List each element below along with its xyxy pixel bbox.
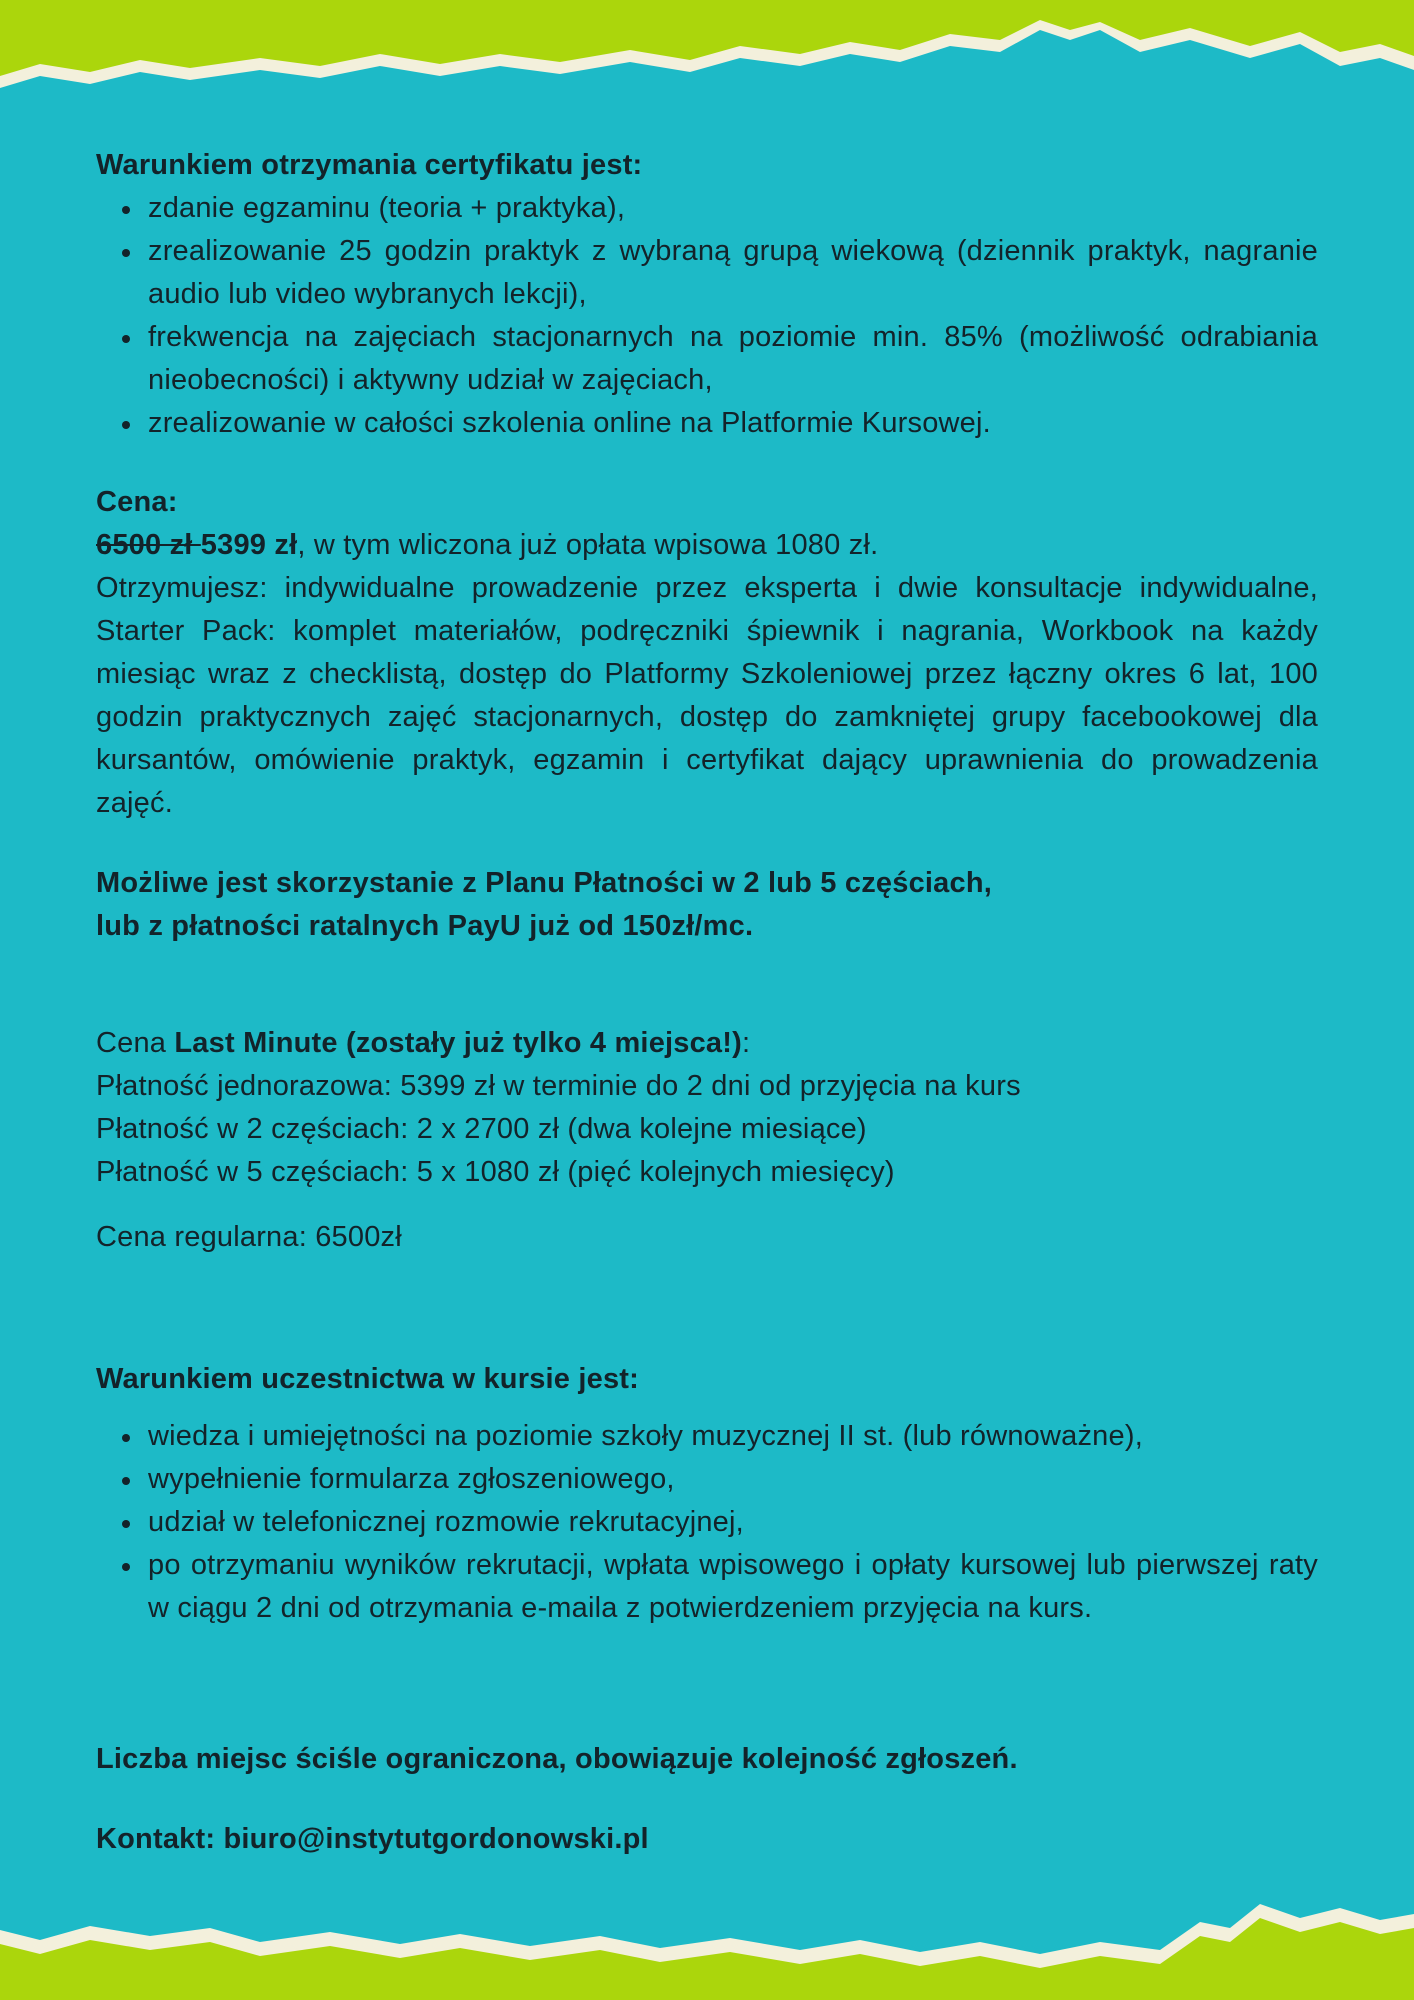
last-minute-title [96,1022,1318,1065]
old-price: 6500 zł [96,529,201,561]
last-minute-section [96,1022,1318,1259]
certificate-heading: Warunkiem otrzymania certyfikatu jest: [96,149,643,181]
last-minute-suffix: : [741,1027,751,1059]
torn-paper-bottom-edge [0,1870,1414,2000]
list-item: po otrzymaniu wyników rekrutacji, wpłata wpisowego i opłaty kursowej lub pierwszej raty w ciągu 2 dni od otrzymania e-maila z potwierdzeniem przyjęcia na kurs. [148,1544,1318,1630]
list-item: frekwencja na zajęciach stacjonarnych na poziomie min. 85% (możliwość odrabiania nieobecności) i aktywny udział w zajęciach, [148,316,1318,402]
list-item: zrealizowanie w całości szkolenia online na Platformie Kursowej. [148,402,1318,445]
price-note: , w tym wliczona już opłata wpisowa 1080 zł. [297,529,879,561]
payment-plan-section [96,862,1318,948]
price-line [96,524,1318,567]
payment-plan-line-2: lub z płatności ratalnych PayU już od 150zł/mc. [96,910,754,942]
last-minute-prefix: Cena [96,1027,175,1059]
price-includes: Otrzymujesz: indywidualne prowadzenie przez eksperta i dwie konsultacje indywidualne, Starter Pack: komplet materiałów, podręczniki śpiewnik i nagrania, Workbook na każdy miesiąc wraz z checklistą, dostęp do Platformy Szkoleniowej przez łączny okres 6 lat, 100 godzin praktycznych zajęć stacjonarnych, dostęp do zamkniętej grupy facebookowej dla kursantów, omówienie praktyk, egzamin i certyfikat dający uprawnienia do prowadzenia zajęć. [96,572,1318,819]
list-item: zdanie egzaminu (teoria + praktyka), [148,187,1318,230]
limited-seats-note: Liczba miejsc ściśle ograniczona, obowiązuje kolejność zgłoszeń. [96,1743,1018,1775]
payment-plan-line-1: Możliwe jest skorzystanie z Planu Płatności w 2 lub 5 częściach, [96,867,992,899]
new-price: 5399 zł [200,529,298,561]
participation-heading: Warunkiem uczestnictwa w kursie jest: [96,1363,639,1395]
participation-list [96,1415,1318,1630]
payment-option: Płatność w 5 częściach: 5 x 1080 zł (pięć kolejnych miesięcy) [96,1156,895,1188]
regular-price: Cena regularna: 6500zł [96,1221,402,1253]
price-heading: Cena: [96,486,178,518]
list-item: wypełnienie formularza zgłoszeniowego, [148,1458,1318,1501]
price-section [96,481,1318,825]
last-minute-highlight: Last Minute (zostały już tylko 4 miejsca!) [174,1027,742,1059]
certificate-section [96,144,1318,445]
list-item: zrealizowanie 25 godzin praktyk z wybraną grupą wiekową (dziennik praktyk, nagranie audio lub video wybranych lekcji), [148,230,1318,316]
list-item: wiedza i umiejętności na poziomie szkoły muzycznej II st. (lub równoważne), [148,1415,1318,1458]
payment-option: Płatność w 2 częściach: 2 x 2700 zł (dwa kolejne miesiące) [96,1113,867,1145]
participation-section [96,1358,1318,1630]
torn-paper-top-edge [0,0,1414,110]
payment-option: Płatność jednorazowa: 5399 zł w terminie do 2 dni od przyjęcia na kurs [96,1070,1021,1102]
list-item: udział w telefonicznej rozmowie rekrutacyjnej, [148,1501,1318,1544]
contact-line: Kontakt: biuro@instytutgordonowski.pl [96,1823,649,1855]
certificate-list [96,187,1318,445]
